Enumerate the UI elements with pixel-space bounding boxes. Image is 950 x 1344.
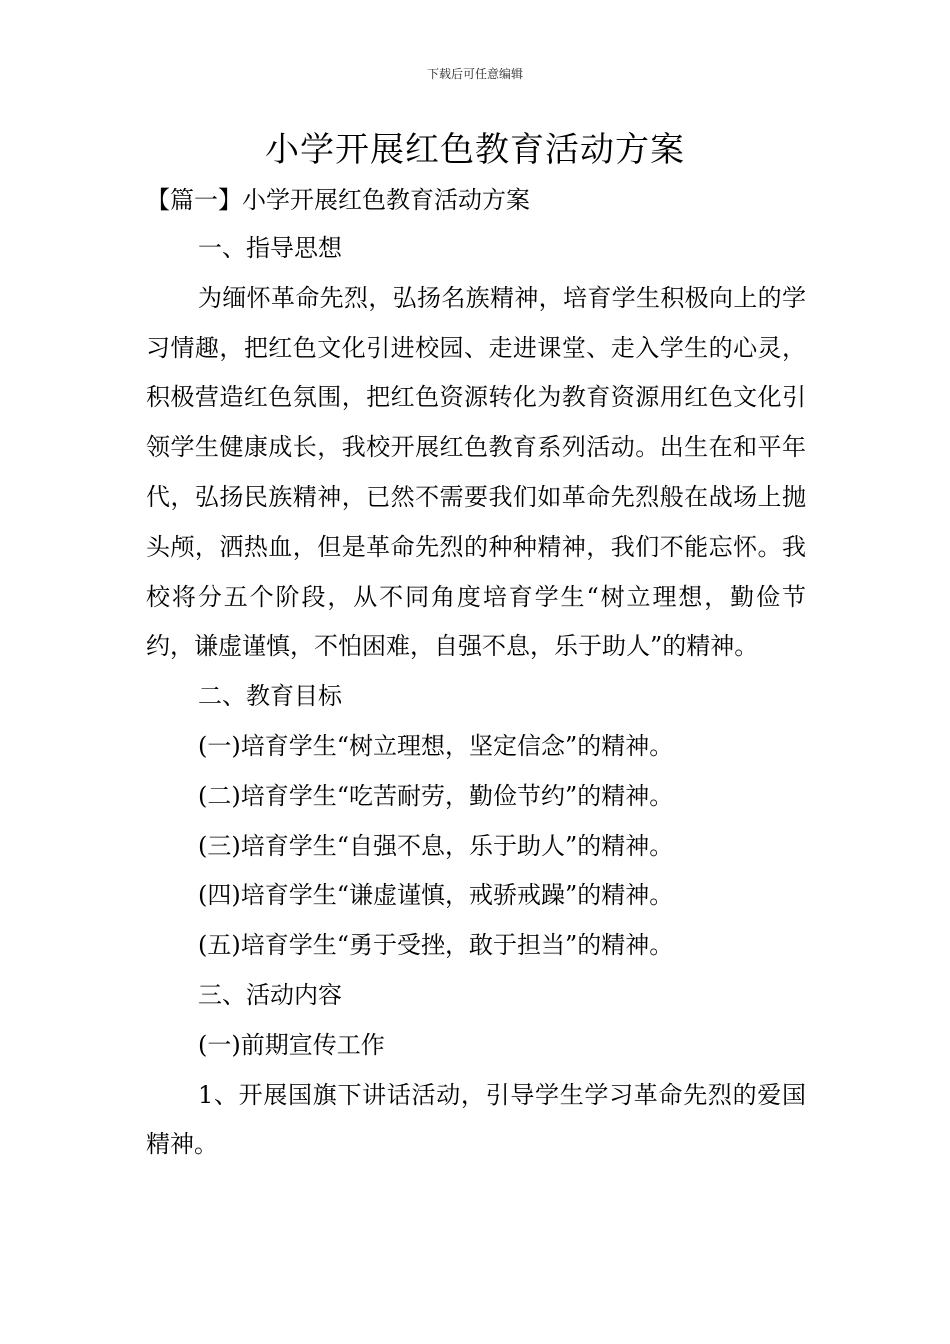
- education-goal-item: (五)培育学生“勇于受挫，敢于担当”的精神。: [198, 931, 674, 960]
- guiding-thought-paragraph: 为缅怀革命先烈，弘扬名族精神，培育学生积极向上的学习情趣，把红色文化引进校园、走进课堂、走入学生的心灵，积极营造红色氛围，把红色资源转化为教育资源用红色文化引领学生健康成长，我校开展红色教育系列活动。出生在和平年代，弘扬民族精神，已然不需要我们如革命先烈般在战场上抛头颅，洒热血，但是革命先烈的种种精神，我们不能忘怀。我校将分五个阶段，从不同角度培育学生“树立理想，勤俭节约，谦虚谨慎，不怕困难，自强不息，乐于助人”的精神。: [146, 283, 806, 661]
- document-subtitle: 【篇一】小学开展红色教育活动方案: [146, 186, 530, 214]
- section-heading-guiding-thought: 一、指导思想: [198, 234, 342, 262]
- section-heading-activity-content: 三、活动内容: [198, 980, 342, 1009]
- header-note: 下载后可任意编辑: [426, 67, 523, 81]
- activity-item: 1、开展国旗下讲话活动，引导学生学习革命先烈的爱国精神。: [146, 1080, 806, 1159]
- activity-subheading-publicity: (一)前期宣传工作: [198, 1030, 385, 1059]
- education-goal-item: (一)培育学生“树立理想，坚定信念”的精神。: [198, 731, 674, 760]
- education-goal-item: (三)培育学生“自强不息，乐于助人”的精神。: [198, 831, 674, 860]
- section-heading-education-goals: 二、教育目标: [198, 682, 342, 711]
- education-goal-item: (四)培育学生“谦虚谨慎，戒骄戒躁”的精神。: [198, 881, 674, 910]
- document-body: [146, 224, 806, 1170]
- page-title: 小学开展红色教育活动方案: [265, 130, 685, 170]
- education-goal-item: (二)培育学生“吃苦耐劳，勤俭节约”的精神。: [198, 781, 674, 810]
